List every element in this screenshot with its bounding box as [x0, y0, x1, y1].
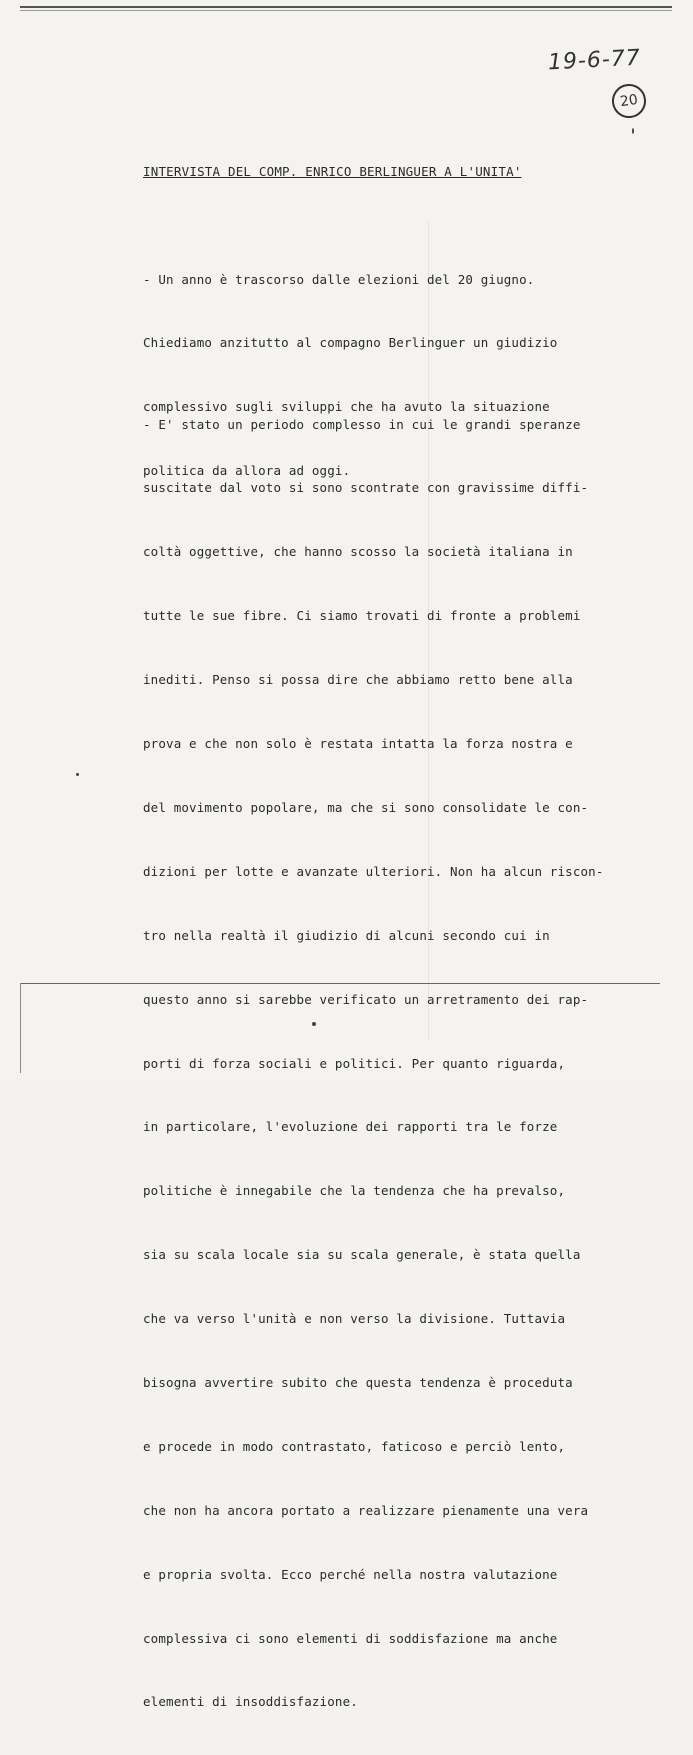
- answer-line: complessiva ci sono elementi di soddisfazione ma anche: [143, 1630, 558, 1646]
- answer-line: sia su scala locale sia su scala generale, è stata quella: [143, 1247, 581, 1263]
- answer-line: porti di forza sociali e politici. Per quanto riguarda,: [143, 1055, 566, 1071]
- answer-line: del movimento popolare, ma che si sono consolidate le con-: [143, 799, 589, 815]
- answer-line: che non ha ancora portato a realizzare pienamente una vera: [143, 1502, 589, 1518]
- question-line: politica da allora ad oggi.: [143, 463, 351, 479]
- bottom-border-line: [20, 983, 660, 984]
- circled-page-number: 20: [610, 82, 648, 120]
- answer-line: prova e che non solo è restata intatta la forza nostra e: [143, 736, 573, 752]
- document-title: INTERVISTA DEL COMP. ENRICO BERLINGUER A L'UNITA': [143, 164, 522, 179]
- ink-speck: [76, 773, 79, 776]
- answer-line: questo anno si sarebbe verificato un arretramento dei rap-: [143, 991, 589, 1007]
- answer-line: coltà oggettive, che hanno scosso la società italiana in: [143, 544, 573, 560]
- bottom-left-border-line: [20, 983, 21, 1073]
- answer-line: suscitate dal voto si sono scontrate con gravissime diffi-: [143, 480, 589, 496]
- top-border-thin-line: [20, 10, 672, 11]
- answer-line: inediti. Penso si possa dire che abbiamo retto bene alla: [143, 672, 573, 688]
- answer-line: tutte le sue fibre. Ci siamo trovati di fronte a problemi: [143, 608, 581, 624]
- question-line: Chiediamo anzitutto al compagno Berlinguer un giudizio: [143, 335, 558, 351]
- top-border-line: [20, 6, 672, 8]
- question-line: - Un anno è trascorso dalle elezioni del 20 giugno.: [143, 271, 535, 287]
- answer-line: politiche è innegabile che la tendenza che ha prevalso,: [143, 1183, 566, 1199]
- answer-line: tro nella realtà il giudizio di alcuni secondo cui in: [143, 927, 550, 943]
- answer-line: che va verso l'unità e non verso la divisione. Tuttavia: [143, 1311, 566, 1327]
- ink-speck: [632, 128, 634, 134]
- answer-line: e propria svolta. Ecco perché nella nostra valutazione: [143, 1566, 558, 1582]
- ink-speck: [312, 1022, 316, 1026]
- handwritten-date: 19-6-77: [547, 45, 642, 76]
- answer-line: elementi di insoddisfazione.: [143, 1694, 358, 1710]
- answer-line: dizioni per lotte e avanzate ulteriori. Non ha alcun riscon-: [143, 863, 604, 879]
- interview-answer: [143, 371, 643, 1755]
- question-line: complessivo sugli sviluppi che ha avuto la situazione: [143, 399, 550, 415]
- answer-line: in particolare, l'evoluzione dei rapporti tra le forze: [143, 1119, 558, 1135]
- answer-line: bisogna avvertire subito che questa tendenza è proceduta: [143, 1374, 573, 1390]
- answer-line: - E' stato un periodo complesso in cui le grandi speranze: [143, 416, 581, 432]
- answer-line: e procede in modo contrastato, faticoso e perciò lento,: [143, 1438, 566, 1454]
